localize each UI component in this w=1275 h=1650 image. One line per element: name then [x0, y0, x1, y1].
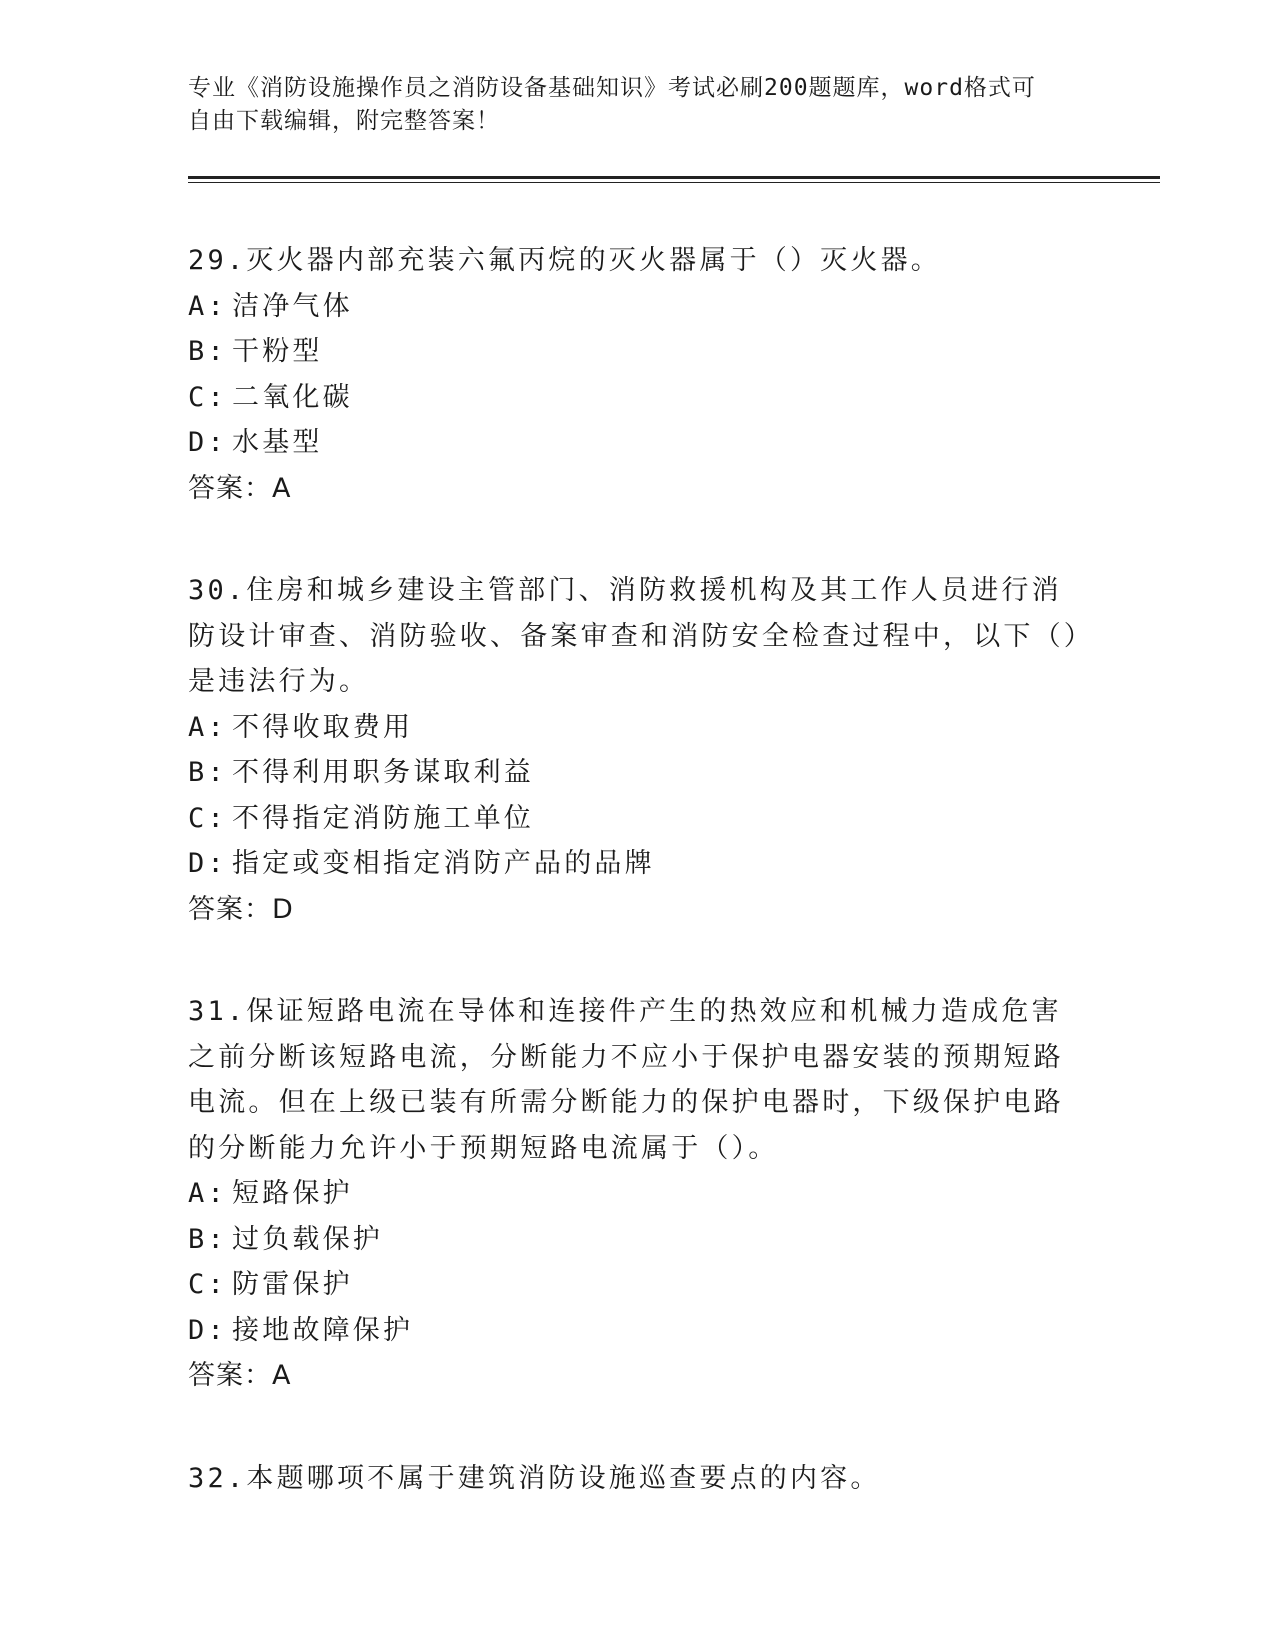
question-32 [188, 1456, 1088, 1502]
option-text: 二氧化碳 [232, 381, 353, 413]
header-line-2: 自由下载编辑，附完整答案！ [188, 108, 500, 134]
header-divider-thick [188, 176, 1160, 179]
option-key: C: [188, 802, 227, 834]
option-a [188, 705, 1088, 751]
option-c [188, 796, 1088, 842]
option-text: 干粉型 [232, 336, 323, 367]
option-b [188, 750, 1088, 796]
option-key: B: [188, 1223, 227, 1255]
option-b [188, 329, 1088, 375]
option-text: 过负载保护 [232, 1223, 383, 1255]
option-key: B: [188, 757, 227, 788]
option-a [188, 284, 1088, 330]
option-text: 短路保护 [232, 1178, 353, 1209]
answer: 答案：A [188, 472, 292, 504]
question-list [188, 238, 1088, 1558]
option-key: A: [188, 1178, 227, 1209]
answer: 答案：A [188, 1360, 292, 1391]
question-31 [188, 989, 1088, 1399]
question-stem: 32.本题哪项不属于建筑消防设施巡查要点的内容。 [188, 1462, 881, 1494]
header-line-1: 专业《消防设施操作员之消防设备基础知识》考试必刷200题题库，word格式可 [188, 75, 1036, 101]
option-d [188, 1308, 1088, 1354]
question-stem: 30.住房和城乡建设主管部门、消防救援机构及其工作人员进行消防设计审查、消防验收、备案审查和消防安全检查过程中，以下（）是违法行为。 [188, 575, 1081, 697]
document-header [188, 72, 1068, 138]
option-text: 水基型 [232, 427, 323, 458]
option-d [188, 420, 1088, 466]
option-key: C: [188, 381, 227, 413]
option-key: D: [188, 427, 227, 458]
option-text: 洁净气体 [232, 290, 353, 322]
option-text: 防雷保护 [232, 1269, 353, 1300]
option-d [188, 841, 1088, 887]
question-30 [188, 568, 1088, 932]
option-c [188, 1262, 1088, 1308]
option-text: 不得利用职务谋取利益 [232, 757, 534, 788]
option-b [188, 1217, 1088, 1263]
option-key: D: [188, 1314, 227, 1346]
option-text: 不得收取费用 [232, 711, 414, 743]
question-29 [188, 238, 1088, 511]
option-key: B: [188, 336, 227, 367]
answer: 答案：D [188, 893, 294, 925]
question-stem: 31.保证短路电流在导体和连接件产生的热效应和机械力造成危害之前分断该短路电流，分断能力不应小于保护电器安装的预期短路电流。但在上级已装有所需分断能力的保护电器时，下级保护电路的分断能力允许小于预期短路电流属于（）。 [188, 996, 1064, 1164]
option-key: D: [188, 848, 227, 879]
option-text: 不得指定消防施工单位 [232, 802, 534, 834]
option-a [188, 1171, 1088, 1217]
option-key: A: [188, 711, 227, 743]
option-text: 接地故障保护 [232, 1314, 414, 1346]
question-stem: 29.灭火器内部充装六氟丙烷的灭火器属于（）灭火器。 [188, 245, 941, 276]
option-key: C: [188, 1269, 227, 1300]
option-c [188, 375, 1088, 421]
option-text: 指定或变相指定消防产品的品牌 [232, 848, 655, 879]
option-key: A: [188, 290, 227, 322]
header-divider-thin [188, 182, 1160, 183]
